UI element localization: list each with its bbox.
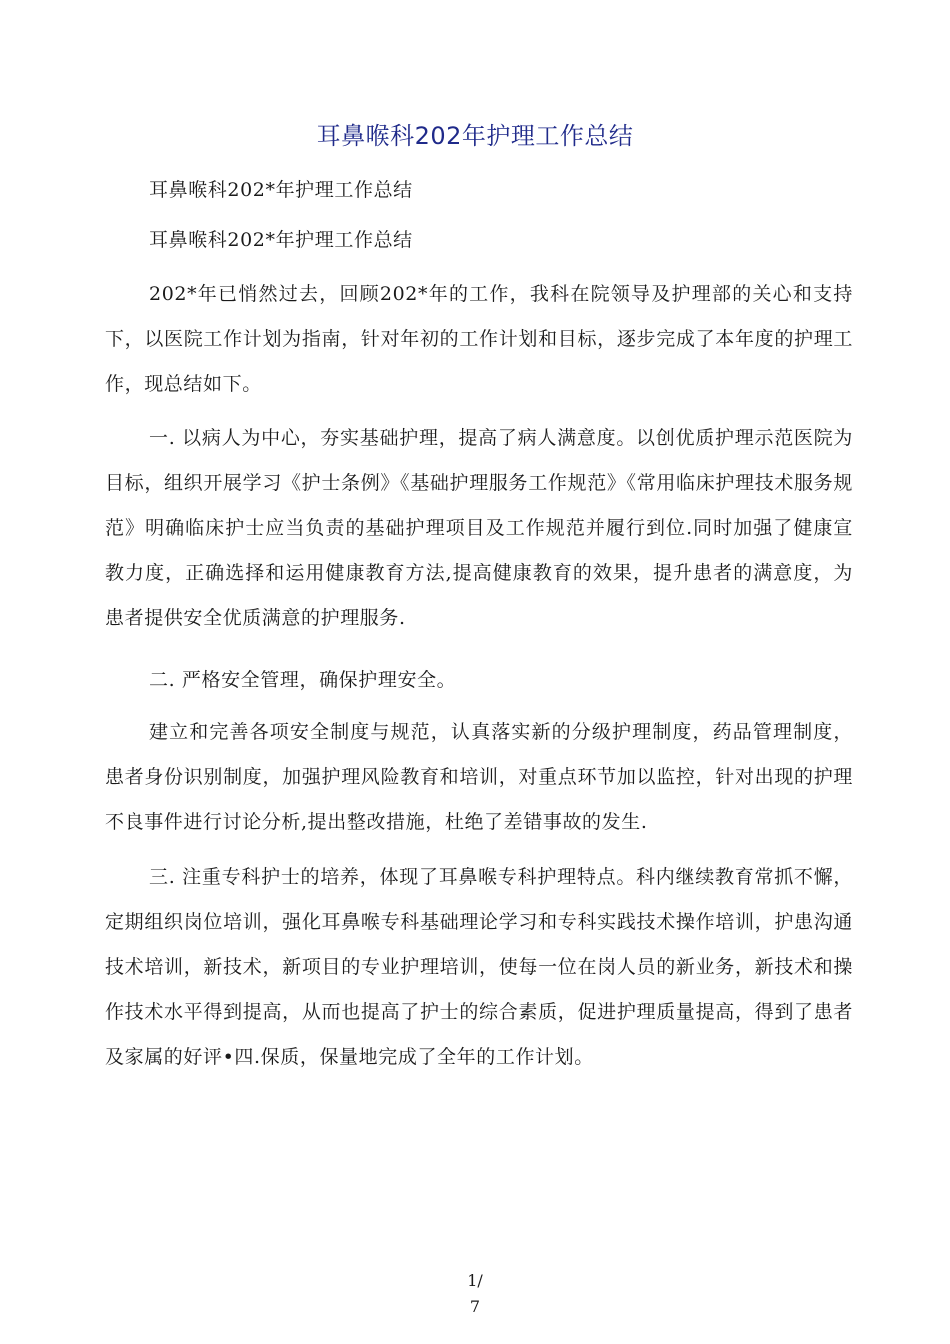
section-two-paragraph: 建立和完善各项安全制度与规范，认真落实新的分级护理制度，药品管理制度，患者身份识别制度，加强护理风险教育和培训，对重点环节加以监控，针对出现的护理不良事件进行讨论分析,提出整改措施，杜绝了差错事故的发生. xyxy=(105,721,853,833)
section-three-paragraph: 三. 注重专科护士的培养，体现了耳鼻喉专科护理特点。科内继续教育常抓不懈，定期组织岗位培训，强化耳鼻喉专科基础理论学习和专科实践技术操作培训，护患沟通技术培训，新技术，新项目的专业护理培训，使每一位在岗人员的新业务，新技术和操作技术水平得到提高，从而也提高了护士的综合素质，促进护理质量提高，得到了患者及家属的好评•四.保质，保量地完成了全年的工作计划。 xyxy=(105,866,853,1068)
page-number-total: 7 xyxy=(469,1297,481,1316)
page-number xyxy=(0,1268,950,1320)
subtitle-line-2: 耳鼻喉科202*年护理工作总结 xyxy=(149,229,413,251)
intro-paragraph: 202*年已悄然过去，回顾202*年的工作，我科在院领导及护理部的关心和支持下，以医院工作计划为指南，针对年初的工作计划和目标，逐步完成了本年度的护理工作，现总结如下。 xyxy=(105,283,853,395)
section-one-paragraph: 一. 以病人为中心，夯实基础护理，提高了病人满意度。以创优质护理示范医院为目标，组织开展学习《护士条例》《基础护理服务工作规范》《常用临床护理技术服务规范》明确临床护士应当负责的基础护理项目及工作规范并履行到位.同时加强了健康宣教力度，正确选择和运用健康教育方法,提高健康教育的效果，提升患者的满意度，为患者提供安全优质满意的护理服务. xyxy=(105,427,853,629)
document-title: 耳鼻喉科202年护理工作总结 xyxy=(316,122,634,150)
subtitle-line-1: 耳鼻喉科202*年护理工作总结 xyxy=(149,179,413,201)
page-number-current: 1/ xyxy=(467,1271,483,1290)
section-two-heading: 二. 严格安全管理，确保护理安全。 xyxy=(149,669,457,691)
